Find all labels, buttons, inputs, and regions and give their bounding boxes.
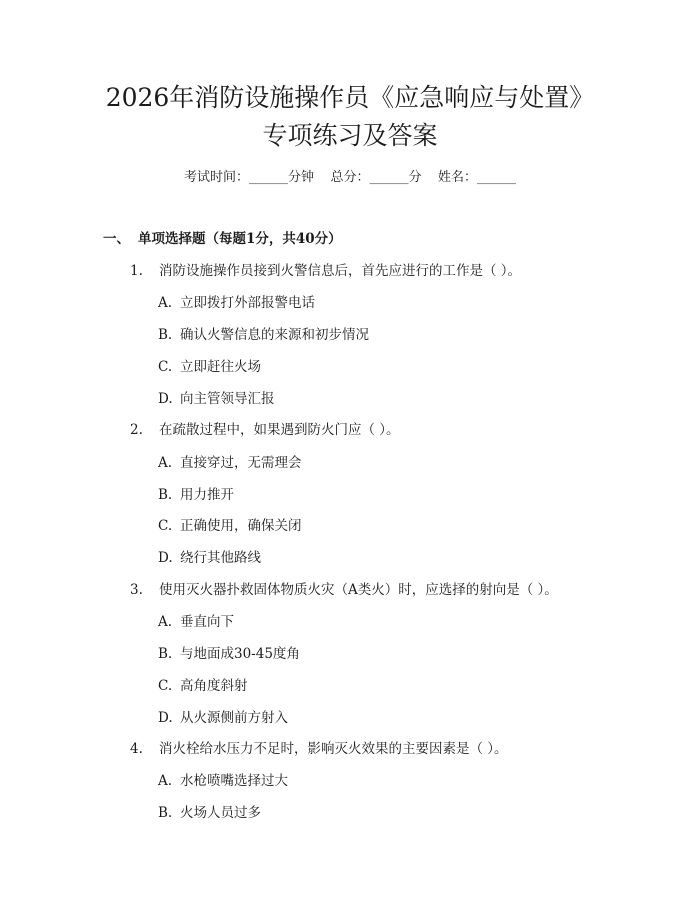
document-title-line-1: 2026年消防设施操作员《应急响应与处置》 xyxy=(105,83,595,112)
option-text: 绕行其他路线 xyxy=(180,550,261,566)
option-letter: C. xyxy=(158,359,173,375)
option-letter: B. xyxy=(158,646,173,662)
option-letter: C. xyxy=(158,518,173,534)
option-text: 向主管领导汇报 xyxy=(180,391,275,407)
option-text: 立即赶往火场 xyxy=(180,359,261,375)
question-2-option-d xyxy=(158,548,261,568)
option-letter: B. xyxy=(158,487,173,503)
question-1-option-d xyxy=(158,389,275,409)
question-text: 在疏散过程中，如果遇到防火门应（ ）。 xyxy=(159,422,400,438)
question-2-option-a xyxy=(158,453,302,473)
option-letter: A. xyxy=(158,295,173,311)
option-text: 水枪喷嘴选择过大 xyxy=(180,773,288,789)
question-text: 使用灭火器扑救固体物质火灾（A类火）时，应选择的射向是（ ）。 xyxy=(159,582,558,598)
question-4-option-b xyxy=(158,803,261,823)
option-text: 与地面成30-45度角 xyxy=(180,646,300,662)
option-text: 垂直向下 xyxy=(180,614,234,630)
question-3 xyxy=(130,580,558,600)
option-letter: A. xyxy=(158,614,173,630)
question-1 xyxy=(130,261,521,281)
option-letter: D. xyxy=(158,391,173,407)
option-text: 确认火警信息的来源和初步情况 xyxy=(180,327,369,343)
option-text: 从火源侧前方射入 xyxy=(180,710,288,726)
option-letter: D. xyxy=(158,550,173,566)
section-number: 一、 xyxy=(103,231,130,247)
question-3-option-c xyxy=(158,676,248,696)
question-number: 1. xyxy=(130,263,143,279)
option-text: 用力推开 xyxy=(180,487,234,503)
option-letter: B. xyxy=(158,327,173,343)
question-1-option-b xyxy=(158,325,369,345)
question-2-option-b xyxy=(158,485,234,505)
question-3-option-b xyxy=(158,644,300,664)
option-letter: A. xyxy=(158,455,173,471)
option-letter: C. xyxy=(158,678,173,694)
question-number: 4. xyxy=(130,741,143,757)
option-text: 火场人员过多 xyxy=(180,805,261,821)
option-letter: D. xyxy=(158,710,173,726)
option-letter: A. xyxy=(158,773,173,789)
question-text: 消火栓给水压力不足时，影响灭火效果的主要因素是（ ）。 xyxy=(159,741,508,757)
option-letter: B. xyxy=(158,805,173,821)
question-2-option-c xyxy=(158,516,302,536)
question-4 xyxy=(130,739,508,759)
question-number: 3. xyxy=(130,582,143,598)
question-3-option-d xyxy=(158,708,288,728)
question-4-option-a xyxy=(158,771,288,791)
question-3-option-a xyxy=(158,612,234,632)
document-title-line-2: 专项练习及答案 xyxy=(262,121,438,150)
question-2 xyxy=(130,420,400,440)
section-title: 单项选择题（每题1分，共40分） xyxy=(138,231,342,247)
question-number: 2. xyxy=(130,422,143,438)
exam-info-line: 考试时间：______分钟 总分：______分 姓名：______ xyxy=(183,170,517,185)
section-heading xyxy=(103,229,342,249)
option-text: 正确使用，确保关闭 xyxy=(180,518,302,534)
question-1-option-c xyxy=(158,357,261,377)
option-text: 直接穿过，无需理会 xyxy=(180,455,302,471)
question-text: 消防设施操作员接到火警信息后，首先应进行的工作是（ ）。 xyxy=(159,263,522,279)
option-text: 立即拨打外部报警电话 xyxy=(180,295,315,311)
option-text: 高角度斜射 xyxy=(180,678,248,694)
question-1-option-a xyxy=(158,293,315,313)
